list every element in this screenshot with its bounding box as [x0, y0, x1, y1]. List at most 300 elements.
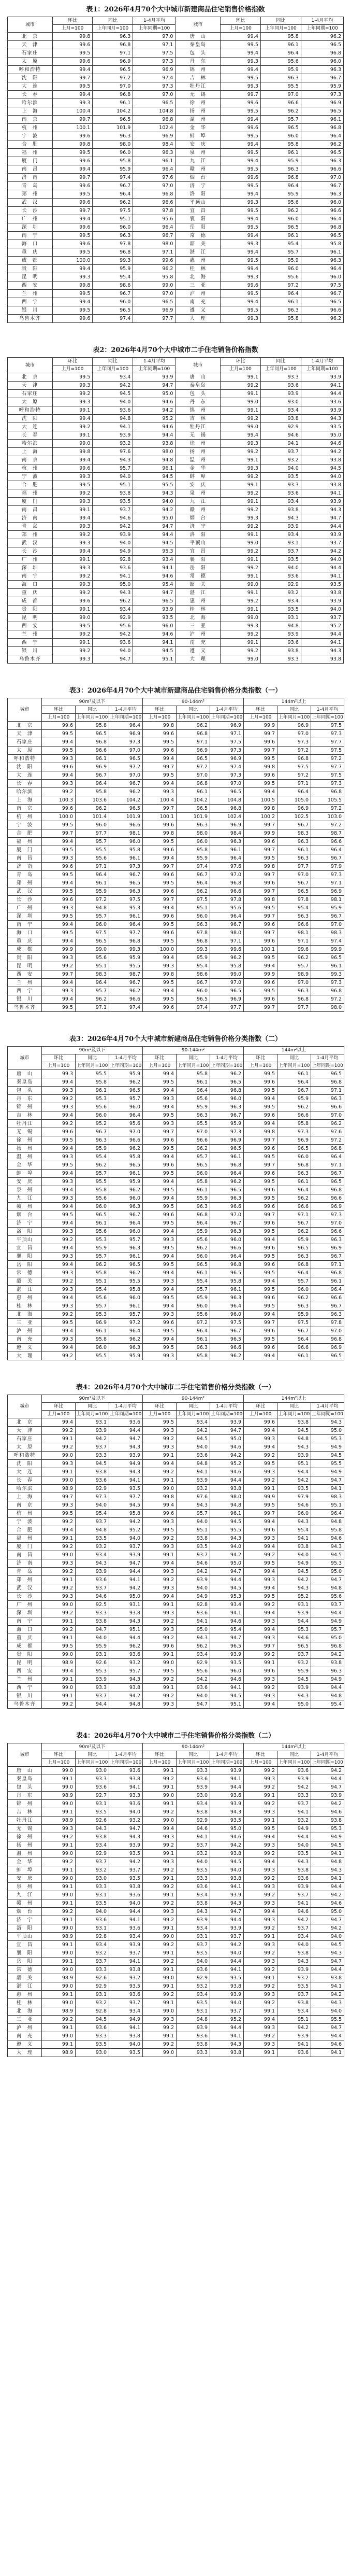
index-cell: 97.0: [133, 290, 176, 298]
index-cell: 95.4: [277, 1526, 311, 1535]
index-cell: 93.7: [76, 1584, 109, 1593]
index-cell: 93.9: [311, 1792, 344, 1800]
table-row: [8, 1850, 344, 1858]
index-cell: 93.3: [177, 1767, 210, 1775]
city-cell: 徐 州: [176, 440, 221, 448]
index-cell: 93.9: [177, 1783, 210, 1792]
index-cell: 99.4: [143, 1087, 177, 1095]
index-cell: 95.8: [93, 157, 133, 165]
index-cell: 95.1: [93, 481, 133, 489]
index-cell: 93.6: [93, 406, 133, 415]
index-cell: 99.2: [42, 1833, 76, 1841]
index-cell: 94.2: [177, 1676, 210, 1684]
table-row: [8, 1974, 344, 1982]
index-cell: 93.6: [210, 1792, 244, 1800]
index-cell: 99.4: [143, 1252, 177, 1261]
table-row: [8, 1170, 344, 1178]
city-cell: 遵 义: [176, 306, 221, 315]
index-cell: 95.2: [210, 2016, 244, 2024]
table-row: [8, 1667, 344, 1676]
city-cell: 扬 州: [8, 1145, 42, 1153]
index-cell: 99.1: [42, 1435, 76, 1443]
index-cell: 97.5: [76, 929, 109, 937]
index-cell: 92.9: [177, 1659, 210, 1667]
index-cell: 96.5: [177, 805, 210, 813]
index-cell: 94.9: [109, 2016, 143, 2024]
index-cell: 96.1: [177, 1186, 210, 1194]
city-cell: 烟 台: [8, 1211, 42, 1219]
index-cell: 99.3: [42, 1178, 76, 1186]
index-cell: 99.3: [42, 904, 76, 912]
index-cell: 93.9: [301, 406, 343, 415]
index-cell: 95.0: [133, 390, 176, 398]
table-row: [8, 223, 344, 232]
index-cell: 96.9: [93, 58, 133, 66]
index-cell: 93.9: [277, 1966, 311, 1974]
index-cell: 99.2: [244, 1783, 277, 1792]
index-cell: 96.0: [260, 265, 301, 273]
index-cell: 93.8: [311, 1659, 344, 1667]
index-cell: 93.3: [177, 1875, 210, 1883]
index-cell: 93.6: [177, 1609, 210, 1617]
index-cell: 99.4: [52, 456, 93, 464]
index-cell: 94.6: [277, 1634, 311, 1642]
index-cell: 95.9: [277, 1095, 311, 1103]
index-cell: 96.2: [109, 1145, 143, 1153]
city-cell: 襄 阳: [176, 215, 221, 223]
table-row: [8, 1817, 344, 1825]
index-cell: 93.7: [76, 1858, 109, 1866]
index-cell: 94.8: [109, 1700, 143, 1709]
index-cell: 93.0: [260, 398, 301, 406]
city-cell: 兰 州: [8, 1676, 42, 1684]
index-cell: 104.8: [133, 107, 176, 116]
index-cell: 99.2: [143, 1468, 177, 1476]
index-cell: 97.3: [301, 91, 343, 99]
index-cell: 99.1: [143, 1651, 177, 1659]
index-cell: 95.2: [109, 1526, 143, 1535]
city-cell: 青 岛: [8, 1568, 42, 1576]
index-cell: 94.7: [301, 514, 343, 523]
index-cell: 96.8: [76, 738, 109, 747]
index-cell: 103.0: [311, 813, 344, 821]
index-cell: 96.9: [133, 132, 176, 140]
index-cell: 94.2: [277, 2024, 311, 2032]
table-row: [8, 1252, 344, 1261]
index-cell: 94.4: [109, 1634, 143, 1642]
index-cell: 93.9: [210, 1991, 244, 1999]
index-cell: 94.9: [311, 1617, 344, 1626]
index-cell: 94.1: [301, 572, 343, 581]
index-cell: 99.4: [221, 298, 261, 306]
index-cell: 93.2: [76, 1866, 109, 1875]
index-cell: 99.2: [42, 1311, 76, 1319]
city-cell: 武 汉: [8, 1584, 42, 1593]
index-cell: 95.4: [177, 962, 210, 970]
index-cell: 96.8: [311, 1335, 344, 1344]
city-cell: 成 都: [8, 946, 42, 954]
index-cell: 98.0: [210, 1493, 244, 1501]
index-cell: 95.4: [76, 1286, 109, 1294]
index-cell: 99.4: [244, 1277, 277, 1286]
index-cell: 94.4: [76, 1700, 109, 1709]
index-cell: 99.1: [143, 1452, 177, 1460]
index-cell: 99.3: [143, 1626, 177, 1634]
index-cell: 94.4: [210, 1576, 244, 1584]
index-cell: 94.3: [277, 1692, 311, 1700]
index-cell: 94.7: [311, 1916, 344, 1924]
table-row: [8, 722, 344, 730]
index-cell: 98.0: [93, 140, 133, 149]
index-cell: 99.3: [42, 1252, 76, 1261]
index-cell: 97.3: [311, 1211, 344, 1219]
table2-header-ytd-right: 1-4月平均: [301, 358, 343, 365]
index-cell: 94.6: [133, 423, 176, 431]
table1-section: [0, 0, 351, 328]
index-cell: 96.0: [93, 223, 133, 232]
index-cell: 99.7: [244, 1161, 277, 1170]
city-cell: 南 充: [176, 639, 221, 647]
index-cell: 96.6: [210, 1244, 244, 1252]
index-cell: 92.9: [177, 1817, 210, 1825]
table-row: [8, 1899, 344, 1908]
index-cell: 99.4: [52, 91, 93, 99]
table-row: [8, 1493, 344, 1501]
index-cell: 93.5: [109, 2049, 143, 2057]
city-cell: 武 汉: [8, 199, 53, 207]
index-cell: 95.2: [301, 622, 343, 630]
index-cell: 99.3: [143, 1120, 177, 1128]
header-size-group: 90-144m²: [143, 1743, 244, 1751]
index-cell: 95.7: [260, 116, 301, 124]
index-cell: 95.9: [260, 157, 301, 165]
header-ytd: 1-4月平均: [311, 1751, 344, 1759]
index-cell: 99.7: [42, 970, 76, 979]
index-cell: 97.5: [311, 771, 344, 780]
index-cell: 96.5: [109, 1087, 143, 1095]
index-cell: 93.6: [260, 639, 301, 647]
index-cell: 94.3: [311, 1866, 344, 1875]
index-cell: 94.2: [177, 1427, 210, 1435]
index-cell: 97.0: [210, 780, 244, 788]
index-cell: 99.3: [244, 1775, 277, 1783]
index-cell: 94.0: [109, 1535, 143, 1543]
city-cell: 南 昌: [8, 165, 53, 174]
index-cell: 99.2: [42, 1352, 76, 1360]
index-cell: 95.9: [260, 257, 301, 265]
index-cell: 99.3: [143, 1543, 177, 1551]
index-cell: 93.5: [76, 1899, 109, 1908]
index-cell: 95.8: [109, 1153, 143, 1161]
index-cell: 99.4: [143, 1302, 177, 1311]
index-cell: 104.2: [177, 796, 210, 805]
index-cell: 95.8: [210, 962, 244, 970]
index-cell: 96.2: [210, 954, 244, 962]
table-row: [8, 763, 344, 771]
index-cell: 96.2: [210, 1352, 244, 1360]
index-cell: 93.9: [277, 1775, 311, 1783]
table2-subheader-ytd-left: 上年同期=100: [133, 365, 176, 373]
subheader-mom: 上月=100: [244, 1411, 277, 1418]
city-cell: 太 原: [8, 398, 53, 406]
index-cell: 94.2: [311, 1891, 344, 1899]
index-cell: 97.0: [260, 91, 301, 99]
index-cell: 96.3: [311, 1311, 344, 1319]
index-cell: 99.5: [42, 1510, 76, 1518]
index-cell: 99.6: [143, 888, 177, 896]
header-yoy: 同比: [76, 1054, 109, 1062]
index-cell: 99.1: [143, 1875, 177, 1883]
index-cell: 96.3: [277, 838, 311, 846]
index-cell: 97.0: [109, 1128, 143, 1136]
index-cell: 99.7: [52, 116, 93, 124]
index-cell: 95.2: [76, 1120, 109, 1128]
table1-subheader-mom-right: 上月=100: [221, 25, 261, 33]
header-yoy: 同比: [76, 1751, 109, 1759]
index-cell: 93.7: [76, 1518, 109, 1526]
index-cell: 93.2: [109, 1659, 143, 1667]
index-cell: 96.2: [76, 995, 109, 1004]
index-cell: 100.3: [42, 796, 76, 805]
table-row: [8, 1311, 344, 1319]
index-cell: 95.9: [277, 1311, 311, 1319]
table-row: [8, 1593, 344, 1601]
index-cell: 99.4: [143, 1070, 177, 1078]
index-cell: 93.9: [210, 1651, 244, 1659]
index-cell: 99.4: [143, 1593, 177, 1601]
index-cell: 99.3: [143, 1311, 177, 1319]
city-cell: 广 州: [8, 1601, 42, 1609]
index-cell: 99.5: [143, 1186, 177, 1194]
index-cell: 99.8: [52, 281, 93, 290]
header-row: [8, 1395, 344, 1403]
index-cell: 99.0: [210, 970, 244, 979]
city-cell: 安 庆: [8, 1875, 42, 1883]
index-cell: 99.6: [221, 174, 261, 182]
city-cell: 平顶山: [8, 1236, 42, 1244]
index-cell: 93.5: [277, 1485, 311, 1493]
table-row: [8, 1767, 344, 1775]
index-cell: 96.1: [311, 962, 344, 970]
index-cell: 94.6: [311, 1808, 344, 1817]
table2-header-mom-left: 环比: [52, 358, 93, 365]
table-row: [8, 1485, 344, 1493]
index-cell: 99.3: [52, 498, 93, 506]
table3a-title: 表3：2026年4月70个大中城市新建商品住宅销售价格分类指数（一）: [69, 687, 282, 695]
index-cell: 98.9: [42, 1817, 76, 1825]
index-cell: 96.2: [109, 1186, 143, 1194]
index-cell: 96.4: [210, 854, 244, 863]
index-cell: 99.2: [221, 647, 261, 655]
index-cell: 99.0: [42, 1476, 76, 1485]
index-cell: 99.5: [244, 1501, 277, 1510]
city-cell: 长 沙: [8, 207, 53, 215]
index-cell: 93.8: [301, 481, 343, 489]
index-cell: 94.0: [93, 647, 133, 655]
index-cell: 96.2: [311, 1120, 344, 1128]
index-cell: 95.7: [76, 987, 109, 995]
city-cell: 北 海: [8, 1311, 42, 1319]
index-cell: 93.3: [76, 1684, 109, 1692]
index-cell: 94.3: [277, 1858, 311, 1866]
index-cell: 99.3: [143, 788, 177, 796]
index-cell: 99.3: [244, 1991, 277, 1999]
index-cell: 95.9: [177, 854, 210, 863]
index-cell: 93.7: [301, 539, 343, 547]
index-cell: 93.8: [260, 506, 301, 514]
city-cell: 长 沙: [8, 547, 53, 556]
table-row: [8, 1145, 344, 1153]
city-cell: 金 华: [176, 124, 221, 132]
city-cell: 赣 州: [176, 165, 221, 174]
index-cell: 94.4: [311, 1883, 344, 1891]
index-cell: 94.1: [301, 639, 343, 647]
header-yoy: 同比: [177, 1054, 210, 1062]
index-cell: 94.5: [133, 539, 176, 547]
index-cell: 94.5: [210, 1858, 244, 1866]
city-cell: 常 德: [176, 232, 221, 240]
city-cell: 济 宁: [8, 1916, 42, 1924]
index-cell: 95.5: [210, 1526, 244, 1535]
index-cell: 92.9: [76, 1850, 109, 1858]
index-cell: 96.8: [93, 248, 133, 257]
table-row: [8, 265, 344, 273]
index-cell: 99.5: [221, 182, 261, 190]
index-cell: 96.0: [210, 1236, 244, 1244]
index-cell: 99.3: [244, 1866, 277, 1875]
city-cell: 沈 阳: [8, 415, 53, 423]
header-city: 城市: [8, 1395, 42, 1418]
table-row: [8, 1584, 344, 1593]
city-cell: 大 理: [176, 315, 221, 323]
index-cell: 93.6: [177, 1775, 210, 1783]
index-cell: 99.1: [244, 1817, 277, 1825]
index-cell: 93.8: [301, 456, 343, 464]
index-cell: 93.3: [260, 655, 301, 664]
index-cell: 96.9: [133, 66, 176, 74]
index-cell: 99.4: [42, 1327, 76, 1335]
index-cell: 99.5: [143, 1078, 177, 1087]
index-cell: 97.5: [210, 738, 244, 747]
index-cell: 94.0: [311, 2007, 344, 2016]
index-cell: 96.7: [210, 1111, 244, 1120]
index-cell: 98.4: [133, 140, 176, 149]
table-row: [8, 556, 344, 564]
index-cell: 96.6: [277, 1111, 311, 1120]
index-cell: 94.3: [210, 1535, 244, 1543]
index-cell: 99.1: [42, 1775, 76, 1783]
table2-header-city-right: 城市: [176, 358, 221, 373]
city-cell: 襄 阳: [176, 556, 221, 564]
index-cell: 99.0: [143, 2007, 177, 2016]
table2-header-mom-right: 环比: [221, 358, 261, 365]
index-cell: 99.2: [42, 1858, 76, 1866]
city-cell: 秦皇岛: [8, 1775, 42, 1783]
index-cell: 92.5: [76, 1601, 109, 1609]
index-cell: 99.6: [244, 1244, 277, 1252]
index-cell: 94.4: [277, 1617, 311, 1626]
index-cell: 99.4: [221, 66, 261, 74]
index-cell: 94.1: [311, 1982, 344, 1991]
city-cell: 福 州: [8, 1535, 42, 1543]
index-cell: 99.6: [143, 1211, 177, 1219]
index-cell: 93.8: [76, 1833, 109, 1841]
city-cell: 昆 明: [8, 614, 53, 622]
index-cell: 96.4: [277, 1269, 311, 1277]
index-cell: 94.3: [109, 1443, 143, 1452]
index-cell: 99.5: [143, 1261, 177, 1269]
city-cell: 锦 州: [176, 66, 221, 74]
index-cell: 96.5: [311, 1070, 344, 1078]
index-cell: 93.7: [277, 1800, 311, 1808]
index-cell: 93.8: [260, 647, 301, 655]
index-cell: 96.5: [76, 730, 109, 738]
index-cell: 93.3: [76, 1883, 109, 1891]
index-cell: 96.9: [109, 730, 143, 738]
index-cell: 94.3: [260, 514, 301, 523]
table-row: [8, 1568, 344, 1576]
index-cell: 99.3: [42, 1070, 76, 1078]
index-cell: 96.8: [93, 91, 133, 99]
index-cell: 93.9: [210, 1891, 244, 1899]
index-cell: 96.5: [210, 1269, 244, 1277]
index-cell: 94.5: [210, 1584, 244, 1593]
index-cell: 99.1: [143, 1684, 177, 1692]
city-cell: 洛 阳: [8, 1228, 42, 1236]
index-cell: 99.5: [244, 904, 277, 912]
table1-subheader-ytd-left: 上年同期=100: [133, 25, 176, 33]
index-cell: 96.3: [311, 1667, 344, 1676]
table-row: [8, 1543, 344, 1551]
table-row: [8, 1443, 344, 1452]
index-cell: 99.1: [221, 572, 261, 581]
city-cell: 福 州: [8, 489, 53, 498]
index-cell: 94.7: [109, 1435, 143, 1443]
index-cell: 94.1: [177, 1617, 210, 1626]
index-cell: 97.5: [277, 1319, 311, 1327]
index-cell: 99.3: [143, 2016, 177, 2024]
index-cell: 97.2: [109, 763, 143, 771]
index-cell: 94.1: [210, 1883, 244, 1891]
index-cell: 94.5: [311, 1941, 344, 1949]
index-cell: 94.3: [177, 1501, 210, 1510]
index-cell: 99.5: [42, 846, 76, 854]
table-row: [8, 481, 344, 489]
index-cell: 96.3: [277, 912, 311, 921]
index-cell: 99.6: [143, 1319, 177, 1327]
table-row: [8, 514, 344, 523]
index-cell: 99.5: [244, 1559, 277, 1568]
index-cell: 99.4: [143, 755, 177, 763]
index-cell: 93.6: [260, 382, 301, 390]
index-cell: 100.1: [52, 124, 93, 132]
index-cell: 99.1: [244, 1933, 277, 1941]
index-cell: 94.4: [277, 1833, 311, 1841]
index-cell: 99.3: [244, 1692, 277, 1700]
index-cell: 95.0: [210, 1435, 244, 1443]
index-cell: 97.1: [277, 780, 311, 788]
index-cell: 105.0: [277, 796, 311, 805]
city-cell: 吉 林: [8, 1808, 42, 1817]
index-cell: 94.3: [210, 1808, 244, 1817]
index-cell: 99.1: [52, 431, 93, 440]
index-cell: 93.8: [277, 1543, 311, 1551]
index-cell: 99.4: [244, 2016, 277, 2024]
index-cell: 94.1: [93, 423, 133, 431]
index-cell: 94.1: [277, 1899, 311, 1908]
index-cell: 93.6: [76, 1916, 109, 1924]
index-cell: 99.8: [143, 970, 177, 979]
